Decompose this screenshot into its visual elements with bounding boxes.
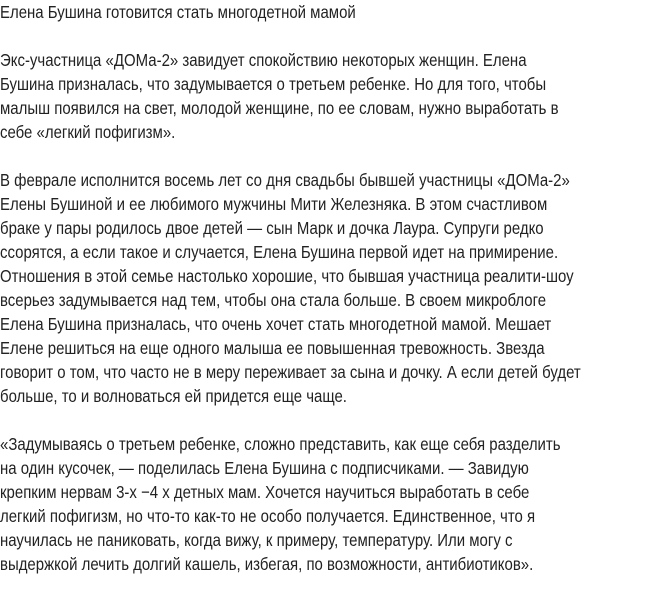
text-line: В феврале исполнится восемь лет со дня свадьбы бывшей участницы «ДОМа-2» bbox=[0, 170, 570, 190]
text-line: легкий пофигизм, но что-то как-то не особо получается. Единственное, что я bbox=[0, 506, 536, 526]
text-line: Елены Бушиной и ее любимого мужчины Мити Железняка. В этом счастливом bbox=[0, 194, 548, 214]
text-line: Экс-участница «ДОМа-2» завидует спокойствию некоторых женщин. Елена bbox=[0, 50, 527, 70]
paragraph-2 bbox=[0, 168, 667, 408]
text-line: научилась не паниковать, когда вижу, к примеру, температуру. Или могу с bbox=[0, 530, 513, 550]
paragraph-3-quote bbox=[0, 432, 667, 576]
text-line: Отношения в этой семье настолько хорошие, что бывшая участница реалити-шоу bbox=[0, 266, 574, 286]
paragraph-1 bbox=[0, 48, 667, 144]
text-line: себе «легкий пофигизм». bbox=[0, 122, 176, 142]
text-line: «Задумываясь о третьем ребенке, сложно представить, как еще себя разделить bbox=[0, 434, 561, 454]
text-line: браке у пары родилось двое детей — сын Марк и дочка Лаура. Супруги редко bbox=[0, 218, 544, 238]
text-line: ссорятся, а если такое и случается, Елена Бушина первой идет на примирение. bbox=[0, 242, 559, 262]
text-line: всерьез задумывается над тем, чтобы она стала больше. В своем микроблоге bbox=[0, 290, 547, 310]
text-line: Елена Бушина призналась, что очень хочет стать многодетной мамой. Мешает bbox=[0, 314, 552, 334]
text-line: Елене решиться на еще одного малыша ее повышенная тревожность. Звезда bbox=[0, 338, 545, 358]
text-line: больше, то и волноваться ей придется еще чаще. bbox=[0, 386, 347, 406]
text-line: крепким нервам 3-х −4 х детных мам. Хочется научиться выработать в себе bbox=[0, 482, 530, 502]
text-line: на один кусочек, — поделилась Елена Бушина с подписчиками. — Завидую bbox=[0, 458, 529, 478]
text-line: малыш появился на свет, молодой женщине, по ее словам, нужно выработать в bbox=[0, 98, 559, 118]
text-line: выдержкой лечить долгий кашель, избегая, по возможности, антибиотиков». bbox=[0, 554, 534, 574]
text-line: говорит о том, что часто не в меру переживает за сына и дочку. А если детей будет bbox=[0, 362, 581, 382]
article-title: Елена Бушина готовится стать многодетной мамой bbox=[0, 2, 356, 22]
text-line: Бушина призналась, что задумывается о третьем ребенке. Но для того, чтобы bbox=[0, 74, 547, 94]
